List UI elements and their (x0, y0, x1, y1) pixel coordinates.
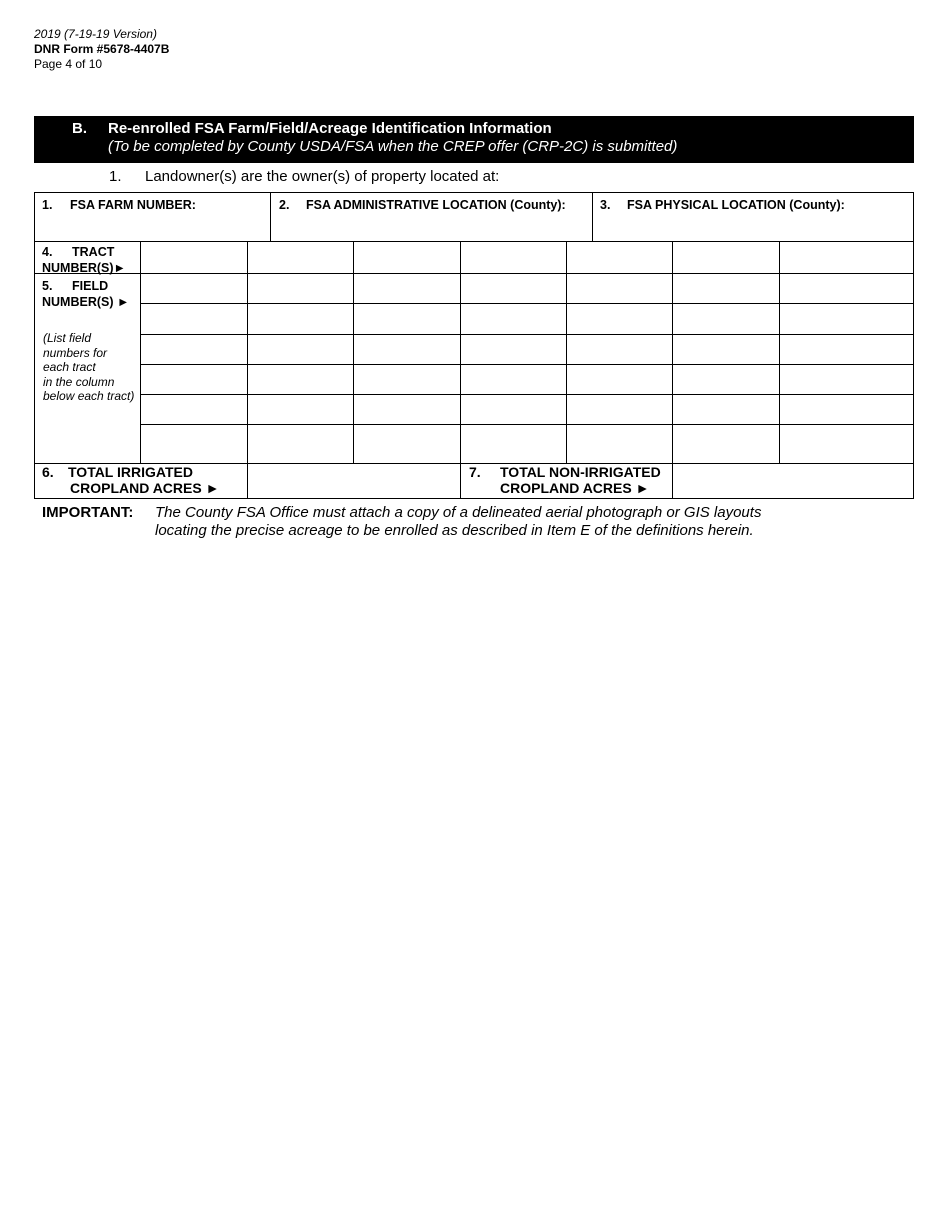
admin-location-label: 2. FSA ADMINISTRATIVE LOCATION (County): (279, 198, 566, 212)
row-line-6 (140, 394, 914, 395)
col-line-5 (566, 241, 567, 463)
non-irrigated-acres-label: 7. TOTAL NON-IRRIGATED CROPLAND ACRES ► (469, 464, 661, 496)
item-1-text: Landowner(s) are the owner(s) of property located at: (145, 168, 500, 185)
irrigated-acres-label: 6. TOTAL IRRIGATED CROPLAND ACRES ► (42, 464, 220, 496)
table-border-bottom (34, 498, 914, 499)
row-line-4 (140, 334, 914, 335)
form-header (34, 27, 169, 72)
row-line-1 (34, 241, 914, 242)
section-subtitle: (To be completed by County USDA/FSA when the CREP offer (CRP-2C) is submitted) (108, 138, 678, 155)
important-label: IMPORTANT: (42, 504, 134, 521)
table-border-left (34, 192, 35, 499)
col-line-6 (672, 241, 673, 499)
row-line-2 (34, 273, 914, 274)
row1-divider-a (270, 192, 271, 241)
row-line-3 (140, 303, 914, 304)
farm-field-table (34, 192, 914, 499)
col-line-4 (460, 241, 461, 499)
form-version: 2019 (7-19-19 Version) (34, 27, 157, 41)
farm-number-label: 1. FSA FARM NUMBER: (42, 198, 196, 212)
field-number-label: 5. FIELD NUMBER(S) ► (42, 279, 130, 309)
table-border-top (34, 192, 914, 193)
important-line-1: The County FSA Office must attach a copy of a delineated aerial photograph or GIS layouts (155, 504, 762, 521)
row-line-5 (140, 364, 914, 365)
row-line-7 (140, 424, 914, 425)
field-number-note: (List field numbers for each tract in the column below each tract) (43, 331, 135, 403)
table-border-right (913, 192, 914, 499)
page-number: Page 4 of 10 (34, 57, 103, 71)
section-banner (34, 116, 914, 163)
section-letter: B. (72, 120, 87, 137)
important-line-2: locating the precise acreage to be enrolled as described in Item E of the definitions herein. (155, 522, 754, 539)
col-line-7 (779, 241, 780, 463)
tract-number-label: 4. TRACT NUMBER(S)► (42, 245, 126, 275)
form-number: DNR Form #5678-4407B (34, 42, 170, 56)
col-line-1 (140, 241, 141, 463)
section-title: Re-enrolled FSA Farm/Field/Acreage Identification Information (108, 120, 552, 137)
item-1-number: 1. (109, 168, 122, 185)
col-line-2 (247, 241, 248, 499)
row1-divider-b (592, 192, 593, 241)
col-line-3 (353, 241, 354, 463)
physical-location-label: 3. FSA PHYSICAL LOCATION (County): (600, 198, 845, 212)
